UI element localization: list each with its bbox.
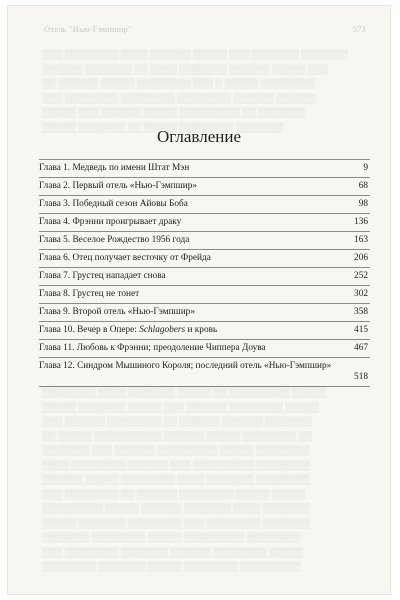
toc-entry-page: 252: [354, 271, 368, 281]
toc-entry-label: Глава 11. Любовь к Фрэнни; преодоление Чиппера Доува: [39, 343, 266, 353]
toc-entry[interactable]: [39, 214, 370, 232]
toc-entry-page: 358: [354, 307, 368, 317]
toc-entry-page: 467: [354, 343, 368, 353]
toc-entry-label: Глава 1. Медведь по имени Штат Мэн: [39, 163, 190, 173]
toc-entry[interactable]: [39, 268, 370, 286]
toc-entry-page: 415: [354, 325, 368, 335]
toc-entry-label-suffix: и кровь: [185, 325, 218, 335]
toc-entry[interactable]: [39, 340, 370, 358]
toc-entry-label: Глава 12. Синдром Мышиного Короля; последний отель «Нью-Гэмпшир»: [39, 361, 332, 371]
toc-title: Оглавление: [157, 127, 241, 146]
toc-entry[interactable]: [39, 358, 370, 387]
toc-entry-page: 9: [363, 163, 368, 173]
toc-entry[interactable]: [39, 178, 370, 196]
toc-entry[interactable]: [39, 322, 370, 340]
toc-entry[interactable]: [39, 232, 370, 250]
toc-entry-label: Глава 9. Второй отель «Нью-Гэмпшир»: [39, 307, 195, 317]
toc-entry-label-italic: Schlagobers: [139, 325, 186, 335]
toc-entry[interactable]: [39, 250, 370, 268]
running-head: [44, 24, 366, 34]
toc-entry-page: 163: [354, 235, 368, 245]
book-page: [8, 6, 390, 594]
toc-entry-label: Глава 6. Отец получает весточку от Фрейда: [39, 253, 211, 263]
running-head-left: Отель "Нью-Гэмпшир": [44, 24, 132, 34]
toc-entry-label: Глава 3. Победный сезон Айовы Боба: [39, 199, 188, 209]
toc-entry-label: Глава 2. Первый отель «Нью-Гэмпшир»: [39, 181, 198, 191]
toc-entry[interactable]: [39, 286, 370, 304]
toc-entry-label: Глава 8. Грустец не тонет: [39, 289, 140, 299]
table-of-contents: [39, 159, 370, 387]
toc-entry[interactable]: [39, 159, 370, 178]
show-through-text-bottom: ▒▒▒▒▒▒▒▒ ▒▒▒▒ ▒▒▒▒▒▒▒ ▒▒▒▒▒ ▒▒ ▒▒▒▒▒▒▒▒▒ ▒▒▒▒▒ ▒▒▒▒▒ ▒▒▒▒▒▒▒ ▒▒▒▒▒ ▒▒▒ ▒▒▒▒▒▒ ▒▒▒▒▒▒▒▒ ▒▒▒▒▒ ▒▒▒ ▒▒▒▒▒▒ ▒▒▒▒▒▒▒▒ ▒▒ ▒▒▒▒▒▒ ▒▒▒▒▒▒ ▒▒▒▒▒▒▒ ▒▒ ▒▒▒▒▒ ▒▒▒▒▒▒▒▒▒▒ ▒▒▒▒▒▒ ▒▒▒▒▒ ▒▒▒▒▒▒▒▒ ▒▒ ▒▒▒▒▒▒▒ ▒▒▒ ▒▒▒▒▒▒ ▒▒▒▒▒▒▒▒▒ ▒▒▒▒▒ ▒▒▒▒▒▒▒▒ ▒▒▒▒ ▒▒▒▒▒▒▒▒ ▒▒▒▒▒▒ ▒▒▒ ▒▒▒▒▒▒▒▒▒ ▒▒▒▒▒▒▒▒ ▒▒▒▒▒▒ ▒▒▒▒▒ ▒▒▒▒▒▒▒▒ ▒▒▒▒ ▒▒▒▒▒▒▒ ▒▒▒▒▒▒▒▒ ▒▒▒ ▒▒▒▒▒▒▒▒ ▒▒ ▒▒▒▒▒▒ ▒▒▒▒▒▒▒▒ ▒▒▒▒▒ ▒▒▒▒▒ ▒▒▒▒▒▒▒▒▒ ▒▒▒▒▒ ▒▒▒▒▒▒ ▒▒▒▒▒▒▒ ▒▒▒▒ ▒▒▒▒▒▒▒ ▒▒▒▒▒ ▒▒▒▒▒▒▒ ▒▒▒▒▒▒▒▒ ▒▒▒ ▒▒▒▒▒▒▒▒ ▒▒▒▒▒▒▒ ▒▒▒▒▒▒▒ ▒▒▒▒▒▒▒▒ ▒▒▒▒▒ ▒▒▒▒▒▒▒▒▒ ▒▒▒▒▒▒▒▒ ▒▒▒ ▒▒▒▒▒▒▒▒ ▒▒▒▒▒▒▒ ▒▒▒▒▒▒ ▒▒▒▒▒▒▒▒ ▒▒▒▒▒ ▒▒▒▒▒▒▒▒ ▒▒▒▒▒▒▒ ▒▒▒▒▒ ▒▒▒▒▒▒▒▒ ▒▒▒▒▒▒▒▒▒: [42, 388, 326, 572]
toc-entry-label: Глава 7. Грустец нападает снова: [39, 271, 166, 281]
running-head-page-number: 573: [352, 24, 366, 34]
toc-entry-page: 518: [354, 372, 368, 382]
show-through-text-top: ▒▒▒ ▒▒▒▒▒▒▒▒ ▒▒▒▒ ▒▒▒▒▒▒ ▒▒▒▒▒ ▒▒▒ ▒▒▒▒▒▒▒ ▒▒▒▒▒▒▒ ▒▒▒▒▒▒ ▒▒▒▒▒▒▒ ▒▒ ▒▒▒▒ ▒▒▒▒▒▒▒ ▒▒▒▒▒▒ ▒▒▒▒▒ ▒▒▒ ▒▒ ▒▒▒▒▒▒ ▒▒▒▒▒ ▒▒▒▒▒▒▒▒ ▒▒▒ ▒ ▒▒▒▒▒ ▒▒▒▒▒▒▒▒ ▒▒▒ ▒▒▒▒▒▒▒▒ ▒▒▒▒▒▒▒▒ ▒▒▒▒▒▒▒▒ ▒▒▒▒▒▒ ▒▒▒▒▒▒ ▒▒▒▒▒ ▒▒▒ ▒▒▒▒▒▒ ▒▒▒▒▒ ▒▒▒▒▒▒▒▒▒ ▒▒ ▒▒▒▒▒▒▒ ▒▒▒▒▒ ▒▒▒▒▒▒▒ ▒▒ ▒▒▒▒▒ ▒▒▒▒▒▒▒▒ ▒▒▒▒▒▒▒: [42, 50, 349, 133]
toc-entry-page: 206: [354, 253, 368, 263]
toc-entry-page: 68: [358, 181, 368, 191]
toc-entry-label: [39, 325, 217, 335]
toc-entry-label: Глава 4. Фрэнни проигрывает драку: [39, 217, 182, 227]
toc-entry[interactable]: [39, 304, 370, 322]
toc-entry-label-prefix: Глава 10. Вечер в Опере:: [39, 325, 140, 335]
toc-entry-label: Глава 5. Веселое Рождество 1956 года: [39, 235, 190, 245]
toc-entry-page: 302: [354, 289, 368, 299]
toc-entry-page: 136: [354, 217, 368, 227]
toc-entry-page: 98: [358, 199, 368, 209]
toc-entry[interactable]: [39, 196, 370, 214]
